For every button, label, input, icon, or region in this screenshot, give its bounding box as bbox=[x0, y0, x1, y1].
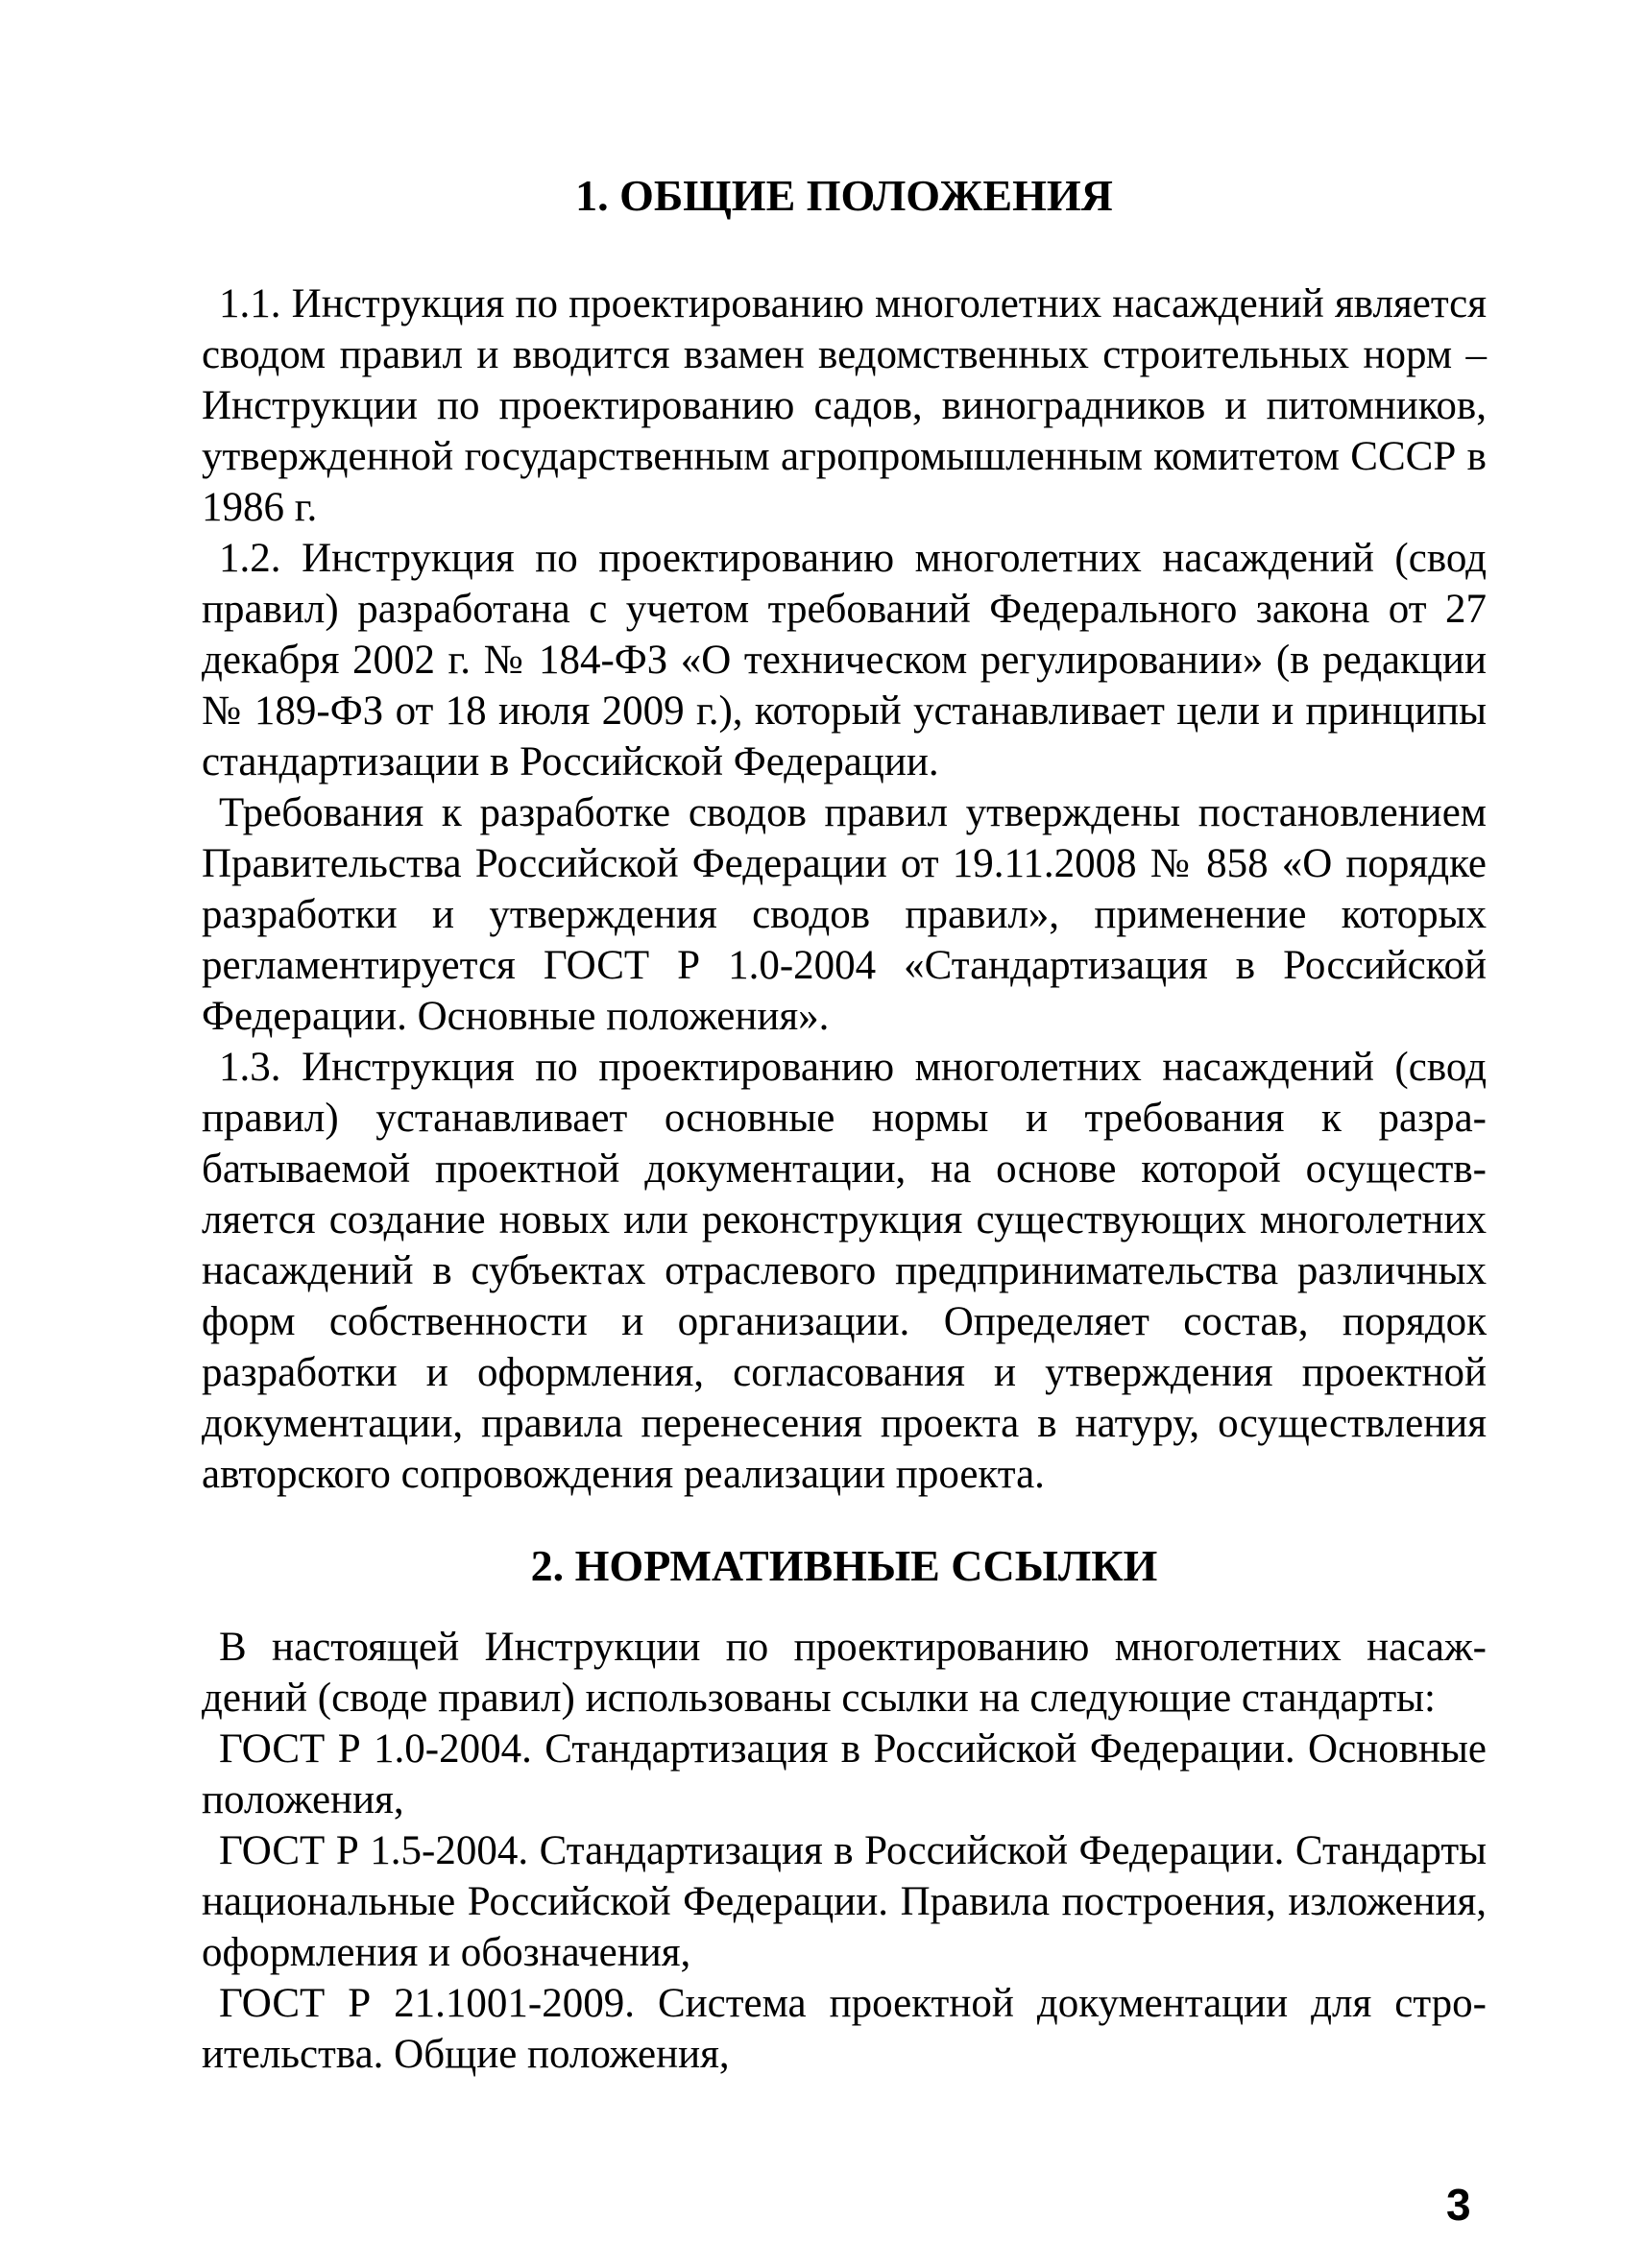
reference-gost-1-0: ГОСТ Р 1.0-2004. Стандартизация в Российской Федерации. Основные положения, bbox=[202, 1726, 1487, 1822]
section-2-body bbox=[202, 1622, 1487, 2080]
paragraph-1-2-requirements: Требования к разработке сводов правил утверждены постановлением Правительства Российской Федерации от 19.11.2008 № 858 «О порядке разработки и утверждения сводов правил», применение которых регламентируется ГОСТ Р 1.0-2004 «Стандартизация в Российской Федерации. Основные положения». bbox=[202, 790, 1487, 1039]
section-1-body bbox=[202, 278, 1487, 1500]
reference-gost-21-1001: ГОСТ Р 21.1001-2009. Система проектной документации для строительства. Общие положения, bbox=[202, 1981, 1487, 2077]
paragraph-1-1: 1.1. Инструкция по проектированию многолетних насаждений является сводом правил и вводится взамен ведомственных строительных норм – Инструкции по проектированию садов, виноградников и питомников, утвержденной государственным агропромышленным комитетом СССР в 1986 г. bbox=[202, 281, 1487, 530]
paragraph-1-2: 1.2. Инструкция по проектированию многолетних насаждений (свод правил) разработана с учетом требований Федерального закона от 27 декабря 2002 г. № 184-ФЗ «О техническом регулировании» (в редакции № 189-ФЗ от 18 июля 2009 г.), который устанавливает цели и принципы стандартизации в Российской Федерации. bbox=[202, 536, 1487, 784]
section-1-heading: 1. ОБЩИЕ ПОЛОЖЕНИЯ bbox=[575, 171, 1113, 220]
page-number: 3 bbox=[1446, 2180, 1471, 2230]
paragraph-2-intro: В настоящей Инструкции по проектированию многолетних насаждений (своде правил) использованы ссылки на следующие стандарты: bbox=[202, 1625, 1487, 1721]
paragraph-1-3: 1.3. Инструкция по проектированию многолетних насаждений (свод правил) устанавливает основные нормы и требования к разрабатываемой проектной документации, на основе которой осуществляется создание новых или реконструкция существующих многолетних насаждений в субъектах отраслевого предпринимательства различных форм собственности и организации. Определяет состав, порядок разработки и оформления, согласования и утверждения проектной документации, правила перенесения проекта в натуру, осуществления авторского сопровождения реализации проекта. bbox=[202, 1045, 1487, 1497]
document-page bbox=[202, 0, 1487, 2268]
section-2-heading: 2. НОРМАТИВНЫЕ ССЫЛКИ bbox=[530, 1541, 1158, 1590]
reference-gost-1-5: ГОСТ Р 1.5-2004. Стандартизация в Российской Федерации. Стандарты национальные Российской Федерации. Правила построения, изложения, оформления и обозначения, bbox=[202, 1828, 1487, 1975]
